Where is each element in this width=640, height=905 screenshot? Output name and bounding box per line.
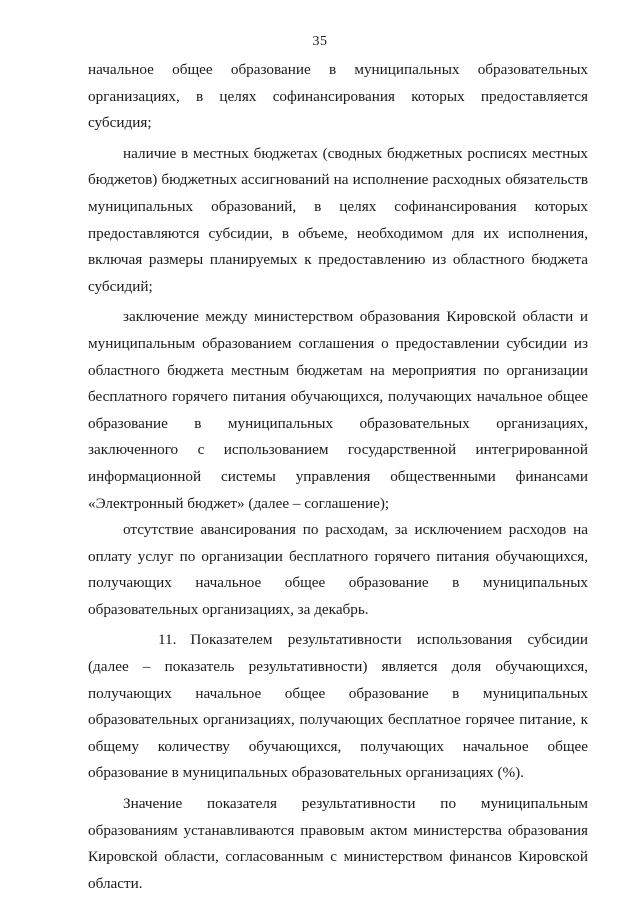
document-body: [88, 57, 588, 897]
paragraph-item-11: [88, 627, 588, 787]
paragraph-no-advance-payment: отсутствие авансирования по расходам, за исключением расходов на оплату услуг по организации бесплатного горячего питания обучающихся, получающих начальное общее образование в муниципальных образовательных организациях, за декабрь.: [88, 521, 588, 618]
item-number: 11.: [158, 631, 177, 649]
paragraph-budget-allocations: наличие в местных бюджетах (сводных бюджетных росписях местных бюджетов) бюджетных ассигнований на исполнение расходных обязательств муниципальных образований, в целях софинансирования которых предоставляются субсидии, в объеме, необходимом для их исполнения, включая размеры планируемых к предоставлению из областного бюджета субсидий;: [88, 144, 588, 295]
paragraph-continuation: начальное общее образование в муниципальных образовательных организациях, в целях софинансирования которых предоставляется субсидия;: [88, 61, 588, 132]
paragraph-item-11-text: Показателем результативности использования субсидии (далее – показатель результативности) является доля обучающихся, получающих начальное общее образование в муниципальных образовательных организациях, получающих бесплатное горячее питание, к общему количеству обучающихся, получающих начальное общее образование в муниципальных образовательных организациях (%).: [88, 631, 588, 782]
paragraph-agreement: заключение между министерством образования Кировской области и муниципальным образованием соглашения о предоставлении субсидии из областного бюджета местным бюджетам на мероприятия по организации бесплатного горячего питания обучающихся, получающих начальное общее образование в муниципальных образовательных организациях, заключенного с использованием государственной интегрированной информационной системы управления общественными финансами «Электронный бюджет» (далее – соглашение);: [88, 308, 588, 512]
paragraph-indicator-value: Значение показателя результативности по муниципальным образованиям устанавливаются правовым актом министерства образования Кировской области, согласованным с министерством финансов Кировской области.: [88, 795, 588, 892]
page-number: 35: [312, 34, 328, 49]
